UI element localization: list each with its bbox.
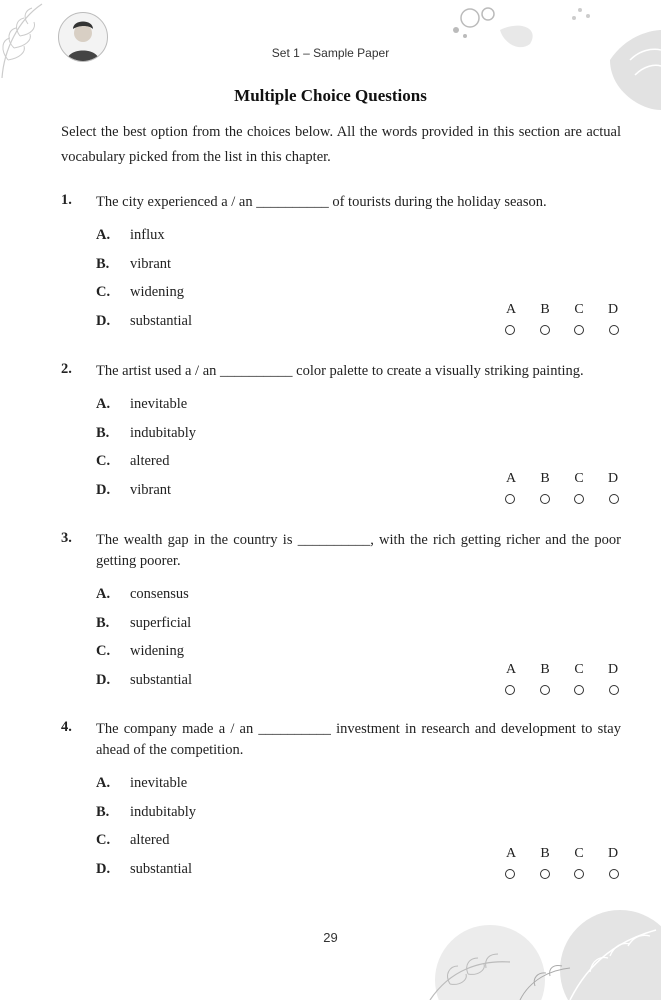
answer-bubble-b[interactable] xyxy=(540,869,550,879)
answer-bubble-c[interactable] xyxy=(574,685,584,695)
question-4 xyxy=(61,719,621,889)
answer-letter-b: B xyxy=(540,302,550,317)
option-text: widening xyxy=(130,643,184,659)
question-text: The city experienced a / an __________ of tourists during the holiday season. xyxy=(96,194,547,210)
answer-bubble-c[interactable] xyxy=(574,494,584,504)
answer-letter-b: B xyxy=(540,846,550,861)
answer-bubble-a[interactable] xyxy=(505,325,515,335)
answer-bubble-d[interactable] xyxy=(609,494,619,504)
answer-letter-d: D xyxy=(607,302,619,317)
option-letter: A. xyxy=(96,227,111,243)
option-text: inevitable xyxy=(130,775,188,791)
option-text: vibrant xyxy=(130,481,172,498)
question-3 xyxy=(61,530,621,700)
section-title: Multiple Choice Questions xyxy=(234,86,427,105)
option-letter: A. xyxy=(96,586,111,602)
option-text: substantial xyxy=(130,312,193,329)
option-letter: B. xyxy=(96,424,110,441)
option-b xyxy=(96,804,621,833)
option-letter: D. xyxy=(96,671,111,688)
option-text: altered xyxy=(130,453,170,469)
option-letter: C. xyxy=(96,453,111,469)
option-b xyxy=(96,256,621,285)
option-text: indubitably xyxy=(130,803,197,820)
answer-letter-b: B xyxy=(540,662,550,677)
option-text: widening xyxy=(130,284,184,300)
answer-letter-d: D xyxy=(607,846,619,861)
option-a xyxy=(96,775,621,804)
option-letter: C. xyxy=(96,832,111,848)
option-letter: C. xyxy=(96,284,111,300)
answer-letter-c: C xyxy=(574,302,584,317)
option-a xyxy=(96,396,621,425)
answer-bubble-c[interactable] xyxy=(574,869,584,879)
answer-bubble-grid xyxy=(503,846,621,879)
option-text: superficial xyxy=(130,614,192,631)
page-number: 29 xyxy=(323,930,338,945)
question-number: 4. xyxy=(61,719,72,735)
answer-bubble-b[interactable] xyxy=(540,325,550,335)
answer-letter-d: D xyxy=(607,471,619,486)
answer-letter-c: C xyxy=(574,471,584,486)
answer-bubble-grid xyxy=(503,662,621,695)
answer-letter-a: A xyxy=(505,471,517,486)
option-text: consensus xyxy=(130,586,189,602)
option-text: substantial xyxy=(130,671,193,688)
option-letter: C. xyxy=(96,643,111,659)
option-b xyxy=(96,615,621,644)
option-letter: B. xyxy=(96,803,110,820)
answer-bubble-c[interactable] xyxy=(574,325,584,335)
option-text: substantial xyxy=(130,860,193,877)
option-text: vibrant xyxy=(130,255,172,272)
answer-bubble-grid xyxy=(503,302,621,335)
answer-letter-d: D xyxy=(607,662,619,677)
answer-letter-a: A xyxy=(505,302,517,317)
answer-letter-c: C xyxy=(574,846,584,861)
answer-bubble-a[interactable] xyxy=(505,494,515,504)
option-letter: A. xyxy=(96,775,111,791)
question-number: 3. xyxy=(61,530,72,546)
answer-letter-c: C xyxy=(574,662,584,677)
option-text: inevitable xyxy=(130,396,188,412)
option-letter: D. xyxy=(96,860,111,877)
answer-letter-a: A xyxy=(505,846,517,861)
option-letter: B. xyxy=(96,255,110,272)
answer-bubble-grid xyxy=(503,471,621,504)
question-text: The wealth gap in the country is __________, with the rich getting richer and the poor getting poorer. xyxy=(96,532,621,569)
option-text: indubitably xyxy=(130,424,197,441)
option-a xyxy=(96,586,621,615)
option-a xyxy=(96,227,621,256)
question-number: 2. xyxy=(61,361,72,377)
answer-bubble-d[interactable] xyxy=(609,869,619,879)
answer-bubble-d[interactable] xyxy=(609,685,619,695)
answer-letter-a: A xyxy=(505,662,517,677)
question-text: The artist used a / an __________ color palette to create a visually striking painting. xyxy=(96,363,584,379)
answer-bubble-a[interactable] xyxy=(505,869,515,879)
question-2 xyxy=(61,361,621,510)
option-letter: D. xyxy=(96,481,111,498)
question-text: The company made a / an __________ investment in research and development to stay ahead of the competition. xyxy=(96,721,621,758)
option-b xyxy=(96,425,621,454)
leaf-decoration-top-left xyxy=(0,0,50,80)
answer-bubble-d[interactable] xyxy=(609,325,619,335)
option-text: altered xyxy=(130,832,170,848)
running-header: Set 1 – Sample Paper xyxy=(271,46,390,60)
option-letter: D. xyxy=(96,312,111,329)
answer-letter-b: B xyxy=(540,471,550,486)
section-instructions: Select the best option from the choices below. All the words provided in this section are actual vocabulary picked from the list in this chapter. xyxy=(61,124,621,165)
answer-bubble-b[interactable] xyxy=(540,685,550,695)
question-1 xyxy=(61,192,621,341)
leaf-decoration-bottom-right xyxy=(420,900,661,1000)
option-letter: A. xyxy=(96,396,111,412)
option-text: influx xyxy=(130,227,165,243)
option-letter: B. xyxy=(96,614,110,631)
question-number: 1. xyxy=(61,192,72,208)
answer-bubble-b[interactable] xyxy=(540,494,550,504)
answer-bubble-a[interactable] xyxy=(505,685,515,695)
